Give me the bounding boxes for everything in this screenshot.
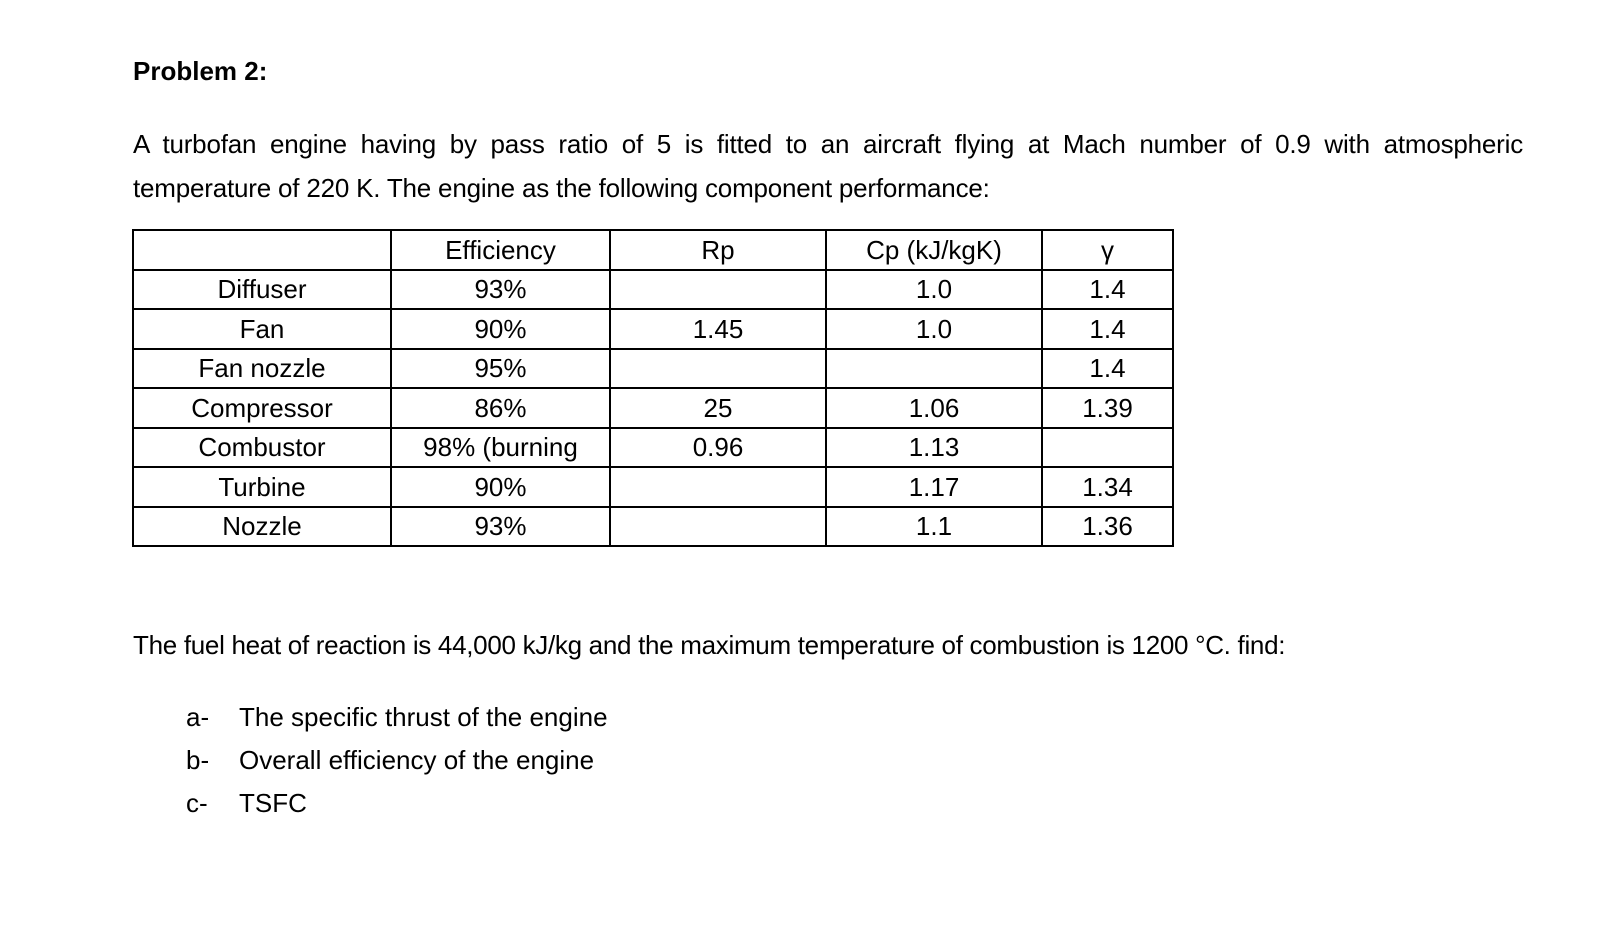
table-row (133, 467, 1173, 507)
table-header-cell: Cp (kJ/kgK) (826, 230, 1042, 270)
table-cell: 1.13 (826, 428, 1042, 468)
table-cell: 1.4 (1042, 270, 1173, 310)
question-item (186, 783, 608, 826)
problem-intro: A turbofan engine having by pass ratio of 5 is fitted to an aircraft flying at Mach number of 0.9 with atmospheric temperature of 220 K. The engine as the following component performance: (133, 129, 1523, 203)
table-cell: 1.4 (1042, 309, 1173, 349)
table-cell: 1.0 (826, 309, 1042, 349)
table-cell (610, 349, 826, 389)
question-marker: a- (186, 702, 210, 732)
question-item (186, 740, 608, 783)
table-cell: 1.39 (1042, 388, 1173, 428)
table-cell: Combustor (133, 428, 391, 468)
table-cell (610, 270, 826, 310)
table-row (133, 388, 1173, 428)
table-header-cell (133, 230, 391, 270)
table-cell (610, 467, 826, 507)
table-row (133, 428, 1173, 468)
table-row (133, 270, 1173, 310)
question-marker: c- (186, 788, 208, 818)
table-cell: 1.34 (1042, 467, 1173, 507)
table-cell (610, 507, 826, 547)
table-cell: 1.36 (1042, 507, 1173, 547)
table-cell: 1.17 (826, 467, 1042, 507)
table-row (133, 349, 1173, 389)
question-text: TSFC (239, 788, 307, 818)
table-header-cell: γ (1042, 230, 1173, 270)
table-cell: 93% (391, 507, 610, 547)
question-marker: b- (186, 745, 210, 775)
problem-title: Problem 2: (133, 56, 268, 86)
question-text: Overall efficiency of the engine (239, 745, 595, 775)
table-cell: 25 (610, 388, 826, 428)
table-cell (1042, 428, 1173, 468)
table-cell: 1.1 (826, 507, 1042, 547)
table-row (133, 507, 1173, 547)
table-cell: 98% (burning (391, 428, 610, 468)
table-cell: 1.4 (1042, 349, 1173, 389)
table-cell: Compressor (133, 388, 391, 428)
question-text: The specific thrust of the engine (239, 702, 608, 732)
table-cell: 93% (391, 270, 610, 310)
table-cell: Fan (133, 309, 391, 349)
table-cell: 1.06 (826, 388, 1042, 428)
table-cell: 1.0 (826, 270, 1042, 310)
question-item (186, 697, 608, 740)
table-cell (826, 349, 1042, 389)
table-cell: 0.96 (610, 428, 826, 468)
table-cell: 90% (391, 309, 610, 349)
table-cell: Fan nozzle (133, 349, 391, 389)
table-header-cell: Efficiency (391, 230, 610, 270)
fuel-statement: The fuel heat of reaction is 44,000 kJ/kg and the maximum temperature of combustion is 1200 °C. find: (133, 630, 1286, 660)
table-cell: 95% (391, 349, 610, 389)
table-header-cell: Rp (610, 230, 826, 270)
table-row (133, 309, 1173, 349)
table-cell: Diffuser (133, 270, 391, 310)
table-header-row (133, 230, 1173, 270)
table-cell: 90% (391, 467, 610, 507)
table-cell: 86% (391, 388, 610, 428)
component-performance-table (132, 229, 1174, 547)
table-cell: Turbine (133, 467, 391, 507)
question-list (186, 697, 608, 826)
table-cell: 1.45 (610, 309, 826, 349)
table-cell: Nozzle (133, 507, 391, 547)
